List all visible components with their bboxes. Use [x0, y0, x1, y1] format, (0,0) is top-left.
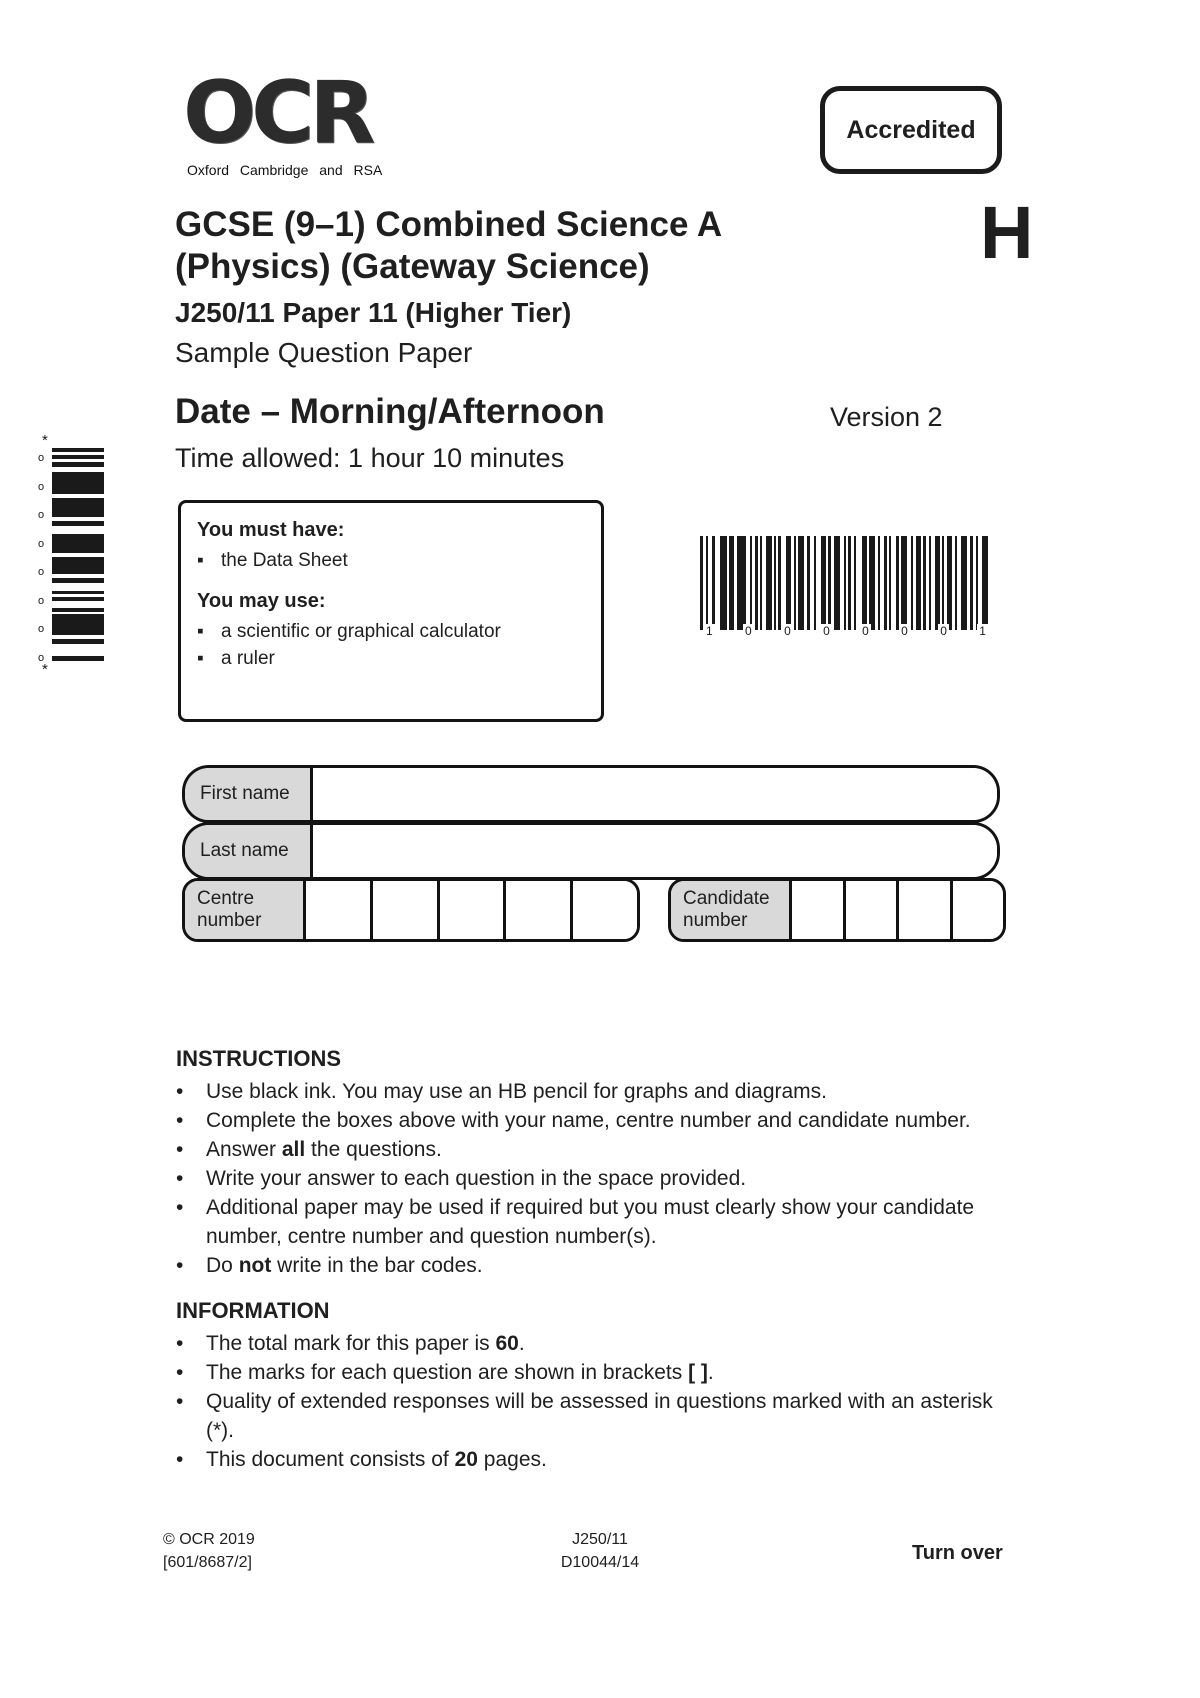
barcode-bar: [935, 536, 940, 630]
candidate-label-line1: Candidate: [683, 888, 770, 909]
instruction-item-text: Complete the boxes above with your name, centre number and candidate number.: [206, 1109, 971, 1132]
must-have-heading: You must have:: [197, 519, 345, 541]
horizontal-barcode-digits: [700, 624, 992, 638]
information-heading: INFORMATION: [176, 1298, 330, 1323]
barcode-bar: [976, 536, 978, 630]
barcode-digit: 1: [979, 624, 986, 638]
barcode-digit: 0: [784, 624, 791, 638]
centre-number-group: [182, 878, 640, 942]
candidate-number-cells: [792, 881, 1003, 939]
barcode-bar: [884, 536, 887, 630]
barcode-bar: [821, 536, 826, 630]
barcode-char: o: [38, 452, 45, 464]
must-have-item: [197, 547, 589, 574]
candidate-number-cell[interactable]: [792, 881, 846, 939]
information-item-text: This document consists of 20 pages.: [206, 1448, 547, 1471]
first-name-row: [182, 765, 1000, 823]
paper-type-line: Sample Question Paper: [175, 337, 473, 368]
barcode-char: o: [38, 623, 45, 636]
barcode-bar: [929, 536, 931, 630]
date-line: Date – Morning/Afternoon: [175, 392, 605, 431]
barcode-bar: [52, 591, 104, 594]
footer-doc-code: D10044/14: [560, 1554, 640, 1571]
instruction-item: [176, 1077, 1010, 1106]
accredited-badge: [820, 86, 1002, 174]
barcode-char: o: [38, 566, 45, 579]
barcode-bar: [834, 536, 840, 630]
barcode-bar: [52, 534, 104, 553]
barcode-bar: [52, 639, 104, 644]
barcode-bar: [955, 536, 957, 630]
information-item-text: The total mark for this paper is 60.: [206, 1332, 525, 1355]
barcode-bar: [52, 557, 104, 574]
barcode-digit: 0: [901, 624, 908, 638]
vertical-barcode: [38, 432, 104, 677]
vertical-barcode-chars: [38, 452, 44, 664]
barcode-bar: [706, 536, 708, 630]
must-have-item-text: the Data Sheet: [221, 550, 348, 571]
ocr-logo: [183, 63, 383, 178]
last-name-row: [182, 822, 1000, 880]
barcode-digit: 0: [940, 624, 947, 638]
barcode-bar: [766, 536, 772, 630]
barcode-bar: [737, 536, 746, 630]
information-list: [176, 1329, 1010, 1474]
barcode-bar: [862, 536, 867, 630]
barcode-bar: [720, 536, 727, 630]
instruction-item: [176, 1164, 1010, 1193]
barcode-bar: [52, 462, 104, 467]
information-item: [176, 1358, 1010, 1387]
tier-letter: H: [980, 191, 1034, 274]
bullet-glyph: •: [176, 1448, 184, 1471]
may-use-item: [197, 645, 589, 672]
bullet-glyph: •: [176, 1196, 184, 1219]
barcode-bar: [798, 536, 804, 630]
barcode-star-top: *: [42, 432, 48, 449]
must-have-list: [197, 547, 589, 574]
barcode-bar: [729, 536, 734, 630]
barcode-char: o: [38, 537, 45, 550]
centre-number-cell[interactable]: [506, 881, 573, 939]
title-block: [175, 204, 975, 370]
footer-copyright: © OCR 2019: [163, 1531, 255, 1548]
instructions-section: [176, 1046, 1010, 1280]
barcode-bar: [712, 536, 715, 630]
barcode-digit: 0: [745, 624, 752, 638]
horizontal-barcode-bars: [700, 536, 992, 630]
instruction-item: [176, 1193, 1010, 1251]
barcode-bar: [916, 536, 921, 630]
version-label: Version 2: [830, 402, 943, 432]
may-use-list: [197, 618, 589, 672]
barcode-bar: [52, 608, 104, 612]
barcode-bar: [52, 498, 104, 517]
barcode-bar: [878, 536, 880, 630]
barcode-bar: [869, 536, 875, 630]
barcode-bar: [844, 536, 846, 630]
turn-over-label: Turn over: [912, 1542, 1003, 1564]
barcode-bar: [778, 536, 781, 630]
barcode-bar: [947, 536, 952, 630]
barcode-bar: [52, 578, 104, 583]
barcode-digit: 0: [823, 624, 830, 638]
barcode-bar: [52, 448, 104, 452]
instruction-item: [176, 1106, 1010, 1135]
paper-title-line2: (Physics) (Gateway Science): [175, 247, 650, 286]
instruction-item-text: Write your answer to each question in the space provided.: [206, 1167, 747, 1190]
centre-number-cell[interactable]: [306, 881, 373, 939]
horizontal-barcode: [700, 536, 992, 638]
bullet-glyph: •: [176, 1332, 184, 1355]
barcode-bar: [786, 536, 791, 630]
footer-center: [520, 1528, 680, 1574]
barcode-bar: [828, 536, 831, 630]
barcode-bar: [750, 536, 752, 630]
instruction-item: [176, 1135, 1010, 1164]
centre-number-cell[interactable]: [440, 881, 507, 939]
instruction-item: [176, 1251, 1010, 1280]
last-name-label: Last name: [185, 825, 313, 877]
candidate-number-group: [668, 878, 1006, 942]
candidate-number-cell[interactable]: [899, 881, 953, 939]
barcode-bar: [923, 536, 926, 630]
bullet-glyph: •: [176, 1080, 184, 1103]
information-item: [176, 1329, 1010, 1358]
barcode-star-bottom: *: [42, 661, 48, 678]
barcode-bar: [961, 536, 967, 630]
barcode-digit: 1: [706, 624, 713, 638]
barcode-bar: [911, 536, 913, 630]
paper-code-line: J250/11 Paper 11 (Higher Tier): [175, 297, 572, 328]
bullet-glyph: •: [176, 1138, 184, 1161]
footer-reference: [601/8687/2]: [163, 1554, 252, 1571]
bullet-glyph: •: [176, 1390, 184, 1413]
first-name-label: First name: [185, 768, 313, 820]
time-allowed: Time allowed: 1 hour 10 minutes: [175, 443, 565, 473]
centre-number-label: [185, 881, 306, 939]
may-use-item-text: a scientific or graphical calculator: [221, 621, 501, 642]
instruction-item-text: Do not write in the bar codes.: [206, 1254, 483, 1277]
information-item: [176, 1387, 1010, 1445]
footer-left: [163, 1528, 255, 1574]
bullet-glyph: •: [176, 1361, 184, 1384]
vertical-barcode-bars: [52, 448, 104, 661]
centre-label-line2: number: [197, 910, 262, 931]
barcode-bar: [901, 536, 907, 630]
information-section: [176, 1298, 1010, 1474]
barcode-bar: [794, 536, 796, 630]
ocr-logo-subtitle: Oxford Cambridge and RSA: [187, 162, 383, 178]
ocr-logo-text: OCR: [183, 63, 371, 163]
accredited-label: Accredited: [846, 115, 976, 144]
bullet-glyph: •: [176, 1254, 184, 1277]
barcode-bar: [52, 455, 104, 459]
first-name-input[interactable]: [313, 768, 997, 820]
centre-number-cell[interactable]: [373, 881, 440, 939]
bullet-glyph: •: [176, 1167, 184, 1190]
candidate-number-label: [671, 881, 792, 939]
candidate-number-cell[interactable]: [846, 881, 900, 939]
information-item: [176, 1445, 1010, 1474]
candidate-number-cell[interactable]: [953, 881, 1004, 939]
instruction-item-text: Additional paper may be used if required but you must clearly show your candidate number, centre number and question number(s).: [206, 1196, 975, 1248]
barcode-bar: [700, 536, 703, 630]
paper-title-line1: GCSE (9–1) Combined Science A: [175, 205, 723, 244]
barcode-char: o: [38, 480, 45, 493]
barcode-bar: [854, 536, 856, 630]
information-item-text: Quality of extended responses will be assessed in questions marked with an asterisk (*).: [206, 1390, 993, 1442]
barcode-char: o: [38, 509, 45, 522]
footer-paper-code: J250/11: [572, 1531, 628, 1548]
barcode-bar: [760, 536, 762, 630]
barcode-bar: [889, 536, 891, 630]
bullet-glyph: ▪: [197, 621, 204, 642]
barcode-bar: [807, 536, 810, 630]
barcode-bar: [52, 521, 104, 526]
barcode-bar: [52, 472, 104, 494]
barcode-bar: [970, 536, 973, 630]
centre-label-line1: Centre: [197, 888, 255, 909]
bullet-glyph: ▪: [197, 648, 204, 669]
barcode-bar: [52, 614, 104, 635]
barcode-bar: [982, 536, 988, 630]
barcode-bar: [814, 536, 816, 630]
barcode-bar: [52, 597, 104, 601]
materials-box: [178, 500, 604, 722]
instructions-list: [176, 1077, 1010, 1280]
barcode-bar: [896, 536, 899, 630]
may-use-heading: You may use:: [197, 590, 326, 612]
centre-number-cells: [306, 881, 637, 939]
barcode-bar: [848, 536, 851, 630]
barcode-char: o: [38, 651, 45, 664]
may-use-item: [197, 618, 589, 645]
candidate-label-line2: number: [683, 910, 748, 931]
barcode-bar: [774, 536, 776, 630]
last-name-input[interactable]: [313, 825, 997, 877]
centre-number-cell[interactable]: [573, 881, 637, 939]
barcode-digit: 0: [862, 624, 869, 638]
instructions-heading: INSTRUCTIONS: [176, 1046, 341, 1071]
barcode-char: o: [38, 594, 45, 607]
barcode-bar: [755, 536, 758, 630]
instruction-item-text: Use black ink. You may use an HB pencil for graphs and diagrams.: [206, 1080, 828, 1103]
bullet-glyph: ▪: [197, 550, 204, 571]
instruction-item-text: Answer all the questions.: [206, 1138, 442, 1161]
information-item-text: The marks for each question are shown in brackets [ ].: [206, 1361, 714, 1384]
may-use-item-text: a ruler: [221, 648, 275, 669]
barcode-bar: [942, 536, 944, 630]
bullet-glyph: •: [176, 1109, 184, 1132]
